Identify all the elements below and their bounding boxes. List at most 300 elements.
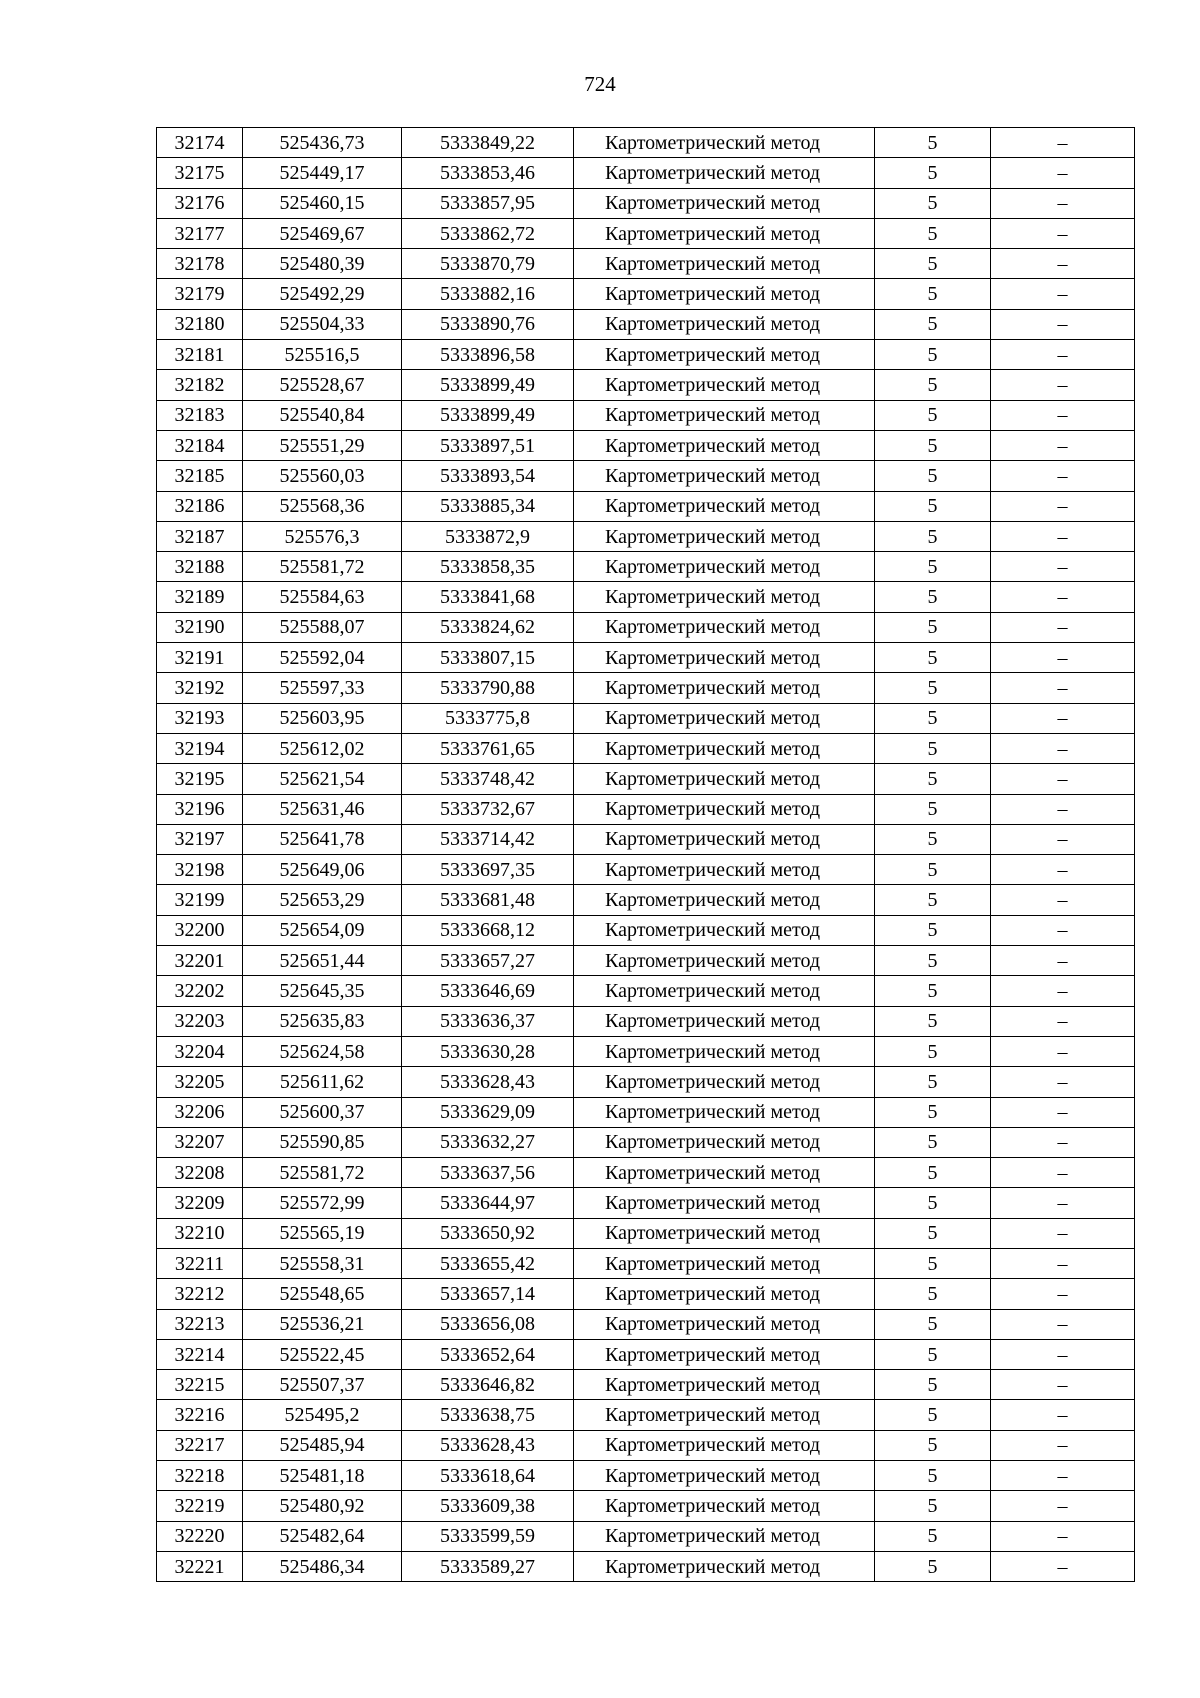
- table-row: [157, 855, 1135, 885]
- x-coordinate-cell: 525522,45: [243, 1339, 402, 1369]
- point-number-cell: 32218: [157, 1461, 243, 1491]
- method-cell: Картометрический метод: [574, 521, 875, 551]
- table-row: [157, 1370, 1135, 1400]
- dash-cell: –: [991, 158, 1135, 188]
- x-coordinate-cell: 525460,15: [243, 188, 402, 218]
- precision-cell: 5: [875, 1127, 991, 1157]
- table-row: [157, 279, 1135, 309]
- x-coordinate-cell: 525548,65: [243, 1279, 402, 1309]
- point-number-cell: 32184: [157, 430, 243, 460]
- table-row: [157, 461, 1135, 491]
- precision-cell: 5: [875, 1218, 991, 1248]
- point-number-cell: 32179: [157, 279, 243, 309]
- precision-cell: 5: [875, 643, 991, 673]
- precision-cell: 5: [875, 612, 991, 642]
- method-cell: Картометрический метод: [574, 1491, 875, 1521]
- table-row: [157, 249, 1135, 279]
- x-coordinate-cell: 525581,72: [243, 1158, 402, 1188]
- y-coordinate-cell: 5333644,97: [402, 1188, 574, 1218]
- method-cell: Картометрический метод: [574, 1036, 875, 1066]
- y-coordinate-cell: 5333890,76: [402, 309, 574, 339]
- point-number-cell: 32211: [157, 1248, 243, 1278]
- point-number-cell: 32220: [157, 1521, 243, 1551]
- dash-cell: –: [991, 733, 1135, 763]
- x-coordinate-cell: 525504,33: [243, 309, 402, 339]
- x-coordinate-cell: 525486,34: [243, 1551, 402, 1581]
- x-coordinate-cell: 525551,29: [243, 430, 402, 460]
- y-coordinate-cell: 5333885,34: [402, 491, 574, 521]
- dash-cell: –: [991, 128, 1135, 158]
- dash-cell: –: [991, 794, 1135, 824]
- x-coordinate-cell: 525631,46: [243, 794, 402, 824]
- y-coordinate-cell: 5333897,51: [402, 430, 574, 460]
- x-coordinate-cell: 525507,37: [243, 1370, 402, 1400]
- method-cell: Картометрический метод: [574, 1400, 875, 1430]
- coordinates-table: [156, 127, 1135, 1582]
- point-number-cell: 32202: [157, 976, 243, 1006]
- dash-cell: –: [991, 1430, 1135, 1460]
- table-row: [157, 188, 1135, 218]
- method-cell: Картометрический метод: [574, 733, 875, 763]
- precision-cell: 5: [875, 309, 991, 339]
- dash-cell: –: [991, 1279, 1135, 1309]
- point-number-cell: 32176: [157, 188, 243, 218]
- precision-cell: 5: [875, 703, 991, 733]
- method-cell: Картометрический метод: [574, 1521, 875, 1551]
- table-row: [157, 1097, 1135, 1127]
- x-coordinate-cell: 525469,67: [243, 218, 402, 248]
- x-coordinate-cell: 525645,35: [243, 976, 402, 1006]
- method-cell: Картометрический метод: [574, 1461, 875, 1491]
- point-number-cell: 32206: [157, 1097, 243, 1127]
- precision-cell: 5: [875, 1097, 991, 1127]
- dash-cell: –: [991, 1339, 1135, 1369]
- table-row: [157, 885, 1135, 915]
- table-row: [157, 673, 1135, 703]
- method-cell: Картометрический метод: [574, 915, 875, 945]
- point-number-cell: 32210: [157, 1218, 243, 1248]
- x-coordinate-cell: 525516,5: [243, 340, 402, 370]
- dash-cell: –: [991, 824, 1135, 854]
- y-coordinate-cell: 5333853,46: [402, 158, 574, 188]
- precision-cell: 5: [875, 461, 991, 491]
- point-number-cell: 32181: [157, 340, 243, 370]
- precision-cell: 5: [875, 824, 991, 854]
- precision-cell: 5: [875, 733, 991, 763]
- precision-cell: 5: [875, 249, 991, 279]
- table-row: [157, 976, 1135, 1006]
- x-coordinate-cell: 525492,29: [243, 279, 402, 309]
- table-row: [157, 491, 1135, 521]
- x-coordinate-cell: 525611,62: [243, 1067, 402, 1097]
- precision-cell: 5: [875, 1491, 991, 1521]
- precision-cell: 5: [875, 794, 991, 824]
- point-number-cell: 32188: [157, 552, 243, 582]
- dash-cell: –: [991, 1158, 1135, 1188]
- y-coordinate-cell: 5333849,22: [402, 128, 574, 158]
- table-row: [157, 1036, 1135, 1066]
- dash-cell: –: [991, 643, 1135, 673]
- x-coordinate-cell: 525592,04: [243, 643, 402, 673]
- y-coordinate-cell: 5333628,43: [402, 1067, 574, 1097]
- y-coordinate-cell: 5333893,54: [402, 461, 574, 491]
- point-number-cell: 32221: [157, 1551, 243, 1581]
- y-coordinate-cell: 5333656,08: [402, 1309, 574, 1339]
- point-number-cell: 32217: [157, 1430, 243, 1460]
- method-cell: Картометрический метод: [574, 370, 875, 400]
- dash-cell: –: [991, 1218, 1135, 1248]
- x-coordinate-cell: 525565,19: [243, 1218, 402, 1248]
- dash-cell: –: [991, 946, 1135, 976]
- method-cell: Картометрический метод: [574, 340, 875, 370]
- table-row: [157, 824, 1135, 854]
- dash-cell: –: [991, 188, 1135, 218]
- x-coordinate-cell: 525624,58: [243, 1036, 402, 1066]
- point-number-cell: 32219: [157, 1491, 243, 1521]
- method-cell: Картометрический метод: [574, 1551, 875, 1581]
- y-coordinate-cell: 5333899,49: [402, 370, 574, 400]
- point-number-cell: 32183: [157, 400, 243, 430]
- dash-cell: –: [991, 521, 1135, 551]
- dash-cell: –: [991, 1551, 1135, 1581]
- x-coordinate-cell: 525654,09: [243, 915, 402, 945]
- y-coordinate-cell: 5333630,28: [402, 1036, 574, 1066]
- dash-cell: –: [991, 703, 1135, 733]
- table-row: [157, 1491, 1135, 1521]
- method-cell: Картометрический метод: [574, 1218, 875, 1248]
- precision-cell: 5: [875, 885, 991, 915]
- x-coordinate-cell: 525603,95: [243, 703, 402, 733]
- x-coordinate-cell: 525641,78: [243, 824, 402, 854]
- dash-cell: –: [991, 1309, 1135, 1339]
- precision-cell: 5: [875, 915, 991, 945]
- precision-cell: 5: [875, 1400, 991, 1430]
- table-row: [157, 309, 1135, 339]
- table-row: [157, 1158, 1135, 1188]
- x-coordinate-cell: 525612,02: [243, 733, 402, 763]
- y-coordinate-cell: 5333655,42: [402, 1248, 574, 1278]
- precision-cell: 5: [875, 673, 991, 703]
- dash-cell: –: [991, 340, 1135, 370]
- method-cell: Картометрический метод: [574, 1067, 875, 1097]
- precision-cell: 5: [875, 279, 991, 309]
- point-number-cell: 32208: [157, 1158, 243, 1188]
- page-number: 724: [584, 72, 616, 96]
- x-coordinate-cell: 525588,07: [243, 612, 402, 642]
- method-cell: Картометрический метод: [574, 430, 875, 460]
- table-row: [157, 733, 1135, 763]
- method-cell: Картометрический метод: [574, 1339, 875, 1369]
- table-row: [157, 612, 1135, 642]
- y-coordinate-cell: 5333599,59: [402, 1521, 574, 1551]
- precision-cell: 5: [875, 1370, 991, 1400]
- point-number-cell: 32203: [157, 1006, 243, 1036]
- dash-cell: –: [991, 218, 1135, 248]
- precision-cell: 5: [875, 218, 991, 248]
- precision-cell: 5: [875, 1461, 991, 1491]
- dash-cell: –: [991, 400, 1135, 430]
- y-coordinate-cell: 5333697,35: [402, 855, 574, 885]
- precision-cell: 5: [875, 340, 991, 370]
- y-coordinate-cell: 5333657,27: [402, 946, 574, 976]
- y-coordinate-cell: 5333632,27: [402, 1127, 574, 1157]
- method-cell: Картометрический метод: [574, 1309, 875, 1339]
- x-coordinate-cell: 525560,03: [243, 461, 402, 491]
- method-cell: Картометрический метод: [574, 249, 875, 279]
- y-coordinate-cell: 5333628,43: [402, 1430, 574, 1460]
- method-cell: Картометрический метод: [574, 309, 875, 339]
- table-row: [157, 430, 1135, 460]
- table-row: [157, 370, 1135, 400]
- method-cell: Картометрический метод: [574, 1158, 875, 1188]
- x-coordinate-cell: 525449,17: [243, 158, 402, 188]
- y-coordinate-cell: 5333775,8: [402, 703, 574, 733]
- y-coordinate-cell: 5333652,64: [402, 1339, 574, 1369]
- table-row: [157, 1006, 1135, 1036]
- dash-cell: –: [991, 1188, 1135, 1218]
- precision-cell: 5: [875, 158, 991, 188]
- precision-cell: 5: [875, 1067, 991, 1097]
- y-coordinate-cell: 5333650,92: [402, 1218, 574, 1248]
- y-coordinate-cell: 5333638,75: [402, 1400, 574, 1430]
- y-coordinate-cell: 5333732,67: [402, 794, 574, 824]
- x-coordinate-cell: 525621,54: [243, 764, 402, 794]
- method-cell: Картометрический метод: [574, 612, 875, 642]
- dash-cell: –: [991, 885, 1135, 915]
- x-coordinate-cell: 525540,84: [243, 400, 402, 430]
- method-cell: Картометрический метод: [574, 764, 875, 794]
- x-coordinate-cell: 525480,39: [243, 249, 402, 279]
- precision-cell: 5: [875, 1036, 991, 1066]
- x-coordinate-cell: 525649,06: [243, 855, 402, 885]
- method-cell: Картометрический метод: [574, 158, 875, 188]
- y-coordinate-cell: 5333857,95: [402, 188, 574, 218]
- table-row: [157, 1400, 1135, 1430]
- y-coordinate-cell: 5333618,64: [402, 1461, 574, 1491]
- point-number-cell: 32197: [157, 824, 243, 854]
- point-number-cell: 32190: [157, 612, 243, 642]
- precision-cell: 5: [875, 128, 991, 158]
- y-coordinate-cell: 5333862,72: [402, 218, 574, 248]
- precision-cell: 5: [875, 1430, 991, 1460]
- method-cell: Картометрический метод: [574, 582, 875, 612]
- table-row: [157, 1339, 1135, 1369]
- method-cell: Картометрический метод: [574, 1188, 875, 1218]
- dash-cell: –: [991, 1521, 1135, 1551]
- table-row: [157, 400, 1135, 430]
- y-coordinate-cell: 5333637,56: [402, 1158, 574, 1188]
- dash-cell: –: [991, 1067, 1135, 1097]
- point-number-cell: 32212: [157, 1279, 243, 1309]
- y-coordinate-cell: 5333870,79: [402, 249, 574, 279]
- method-cell: Картометрический метод: [574, 1279, 875, 1309]
- x-coordinate-cell: 525597,33: [243, 673, 402, 703]
- dash-cell: –: [991, 461, 1135, 491]
- method-cell: Картометрический метод: [574, 218, 875, 248]
- method-cell: Картометрический метод: [574, 1006, 875, 1036]
- y-coordinate-cell: 5333807,15: [402, 643, 574, 673]
- dash-cell: –: [991, 430, 1135, 460]
- dash-cell: –: [991, 1036, 1135, 1066]
- dash-cell: –: [991, 370, 1135, 400]
- point-number-cell: 32175: [157, 158, 243, 188]
- x-coordinate-cell: 525635,83: [243, 1006, 402, 1036]
- point-number-cell: 32180: [157, 309, 243, 339]
- precision-cell: 5: [875, 430, 991, 460]
- point-number-cell: 32193: [157, 703, 243, 733]
- precision-cell: 5: [875, 1521, 991, 1551]
- x-coordinate-cell: 525572,99: [243, 1188, 402, 1218]
- dash-cell: –: [991, 612, 1135, 642]
- x-coordinate-cell: 525581,72: [243, 552, 402, 582]
- x-coordinate-cell: 525436,73: [243, 128, 402, 158]
- x-coordinate-cell: 525653,29: [243, 885, 402, 915]
- precision-cell: 5: [875, 1551, 991, 1581]
- y-coordinate-cell: 5333882,16: [402, 279, 574, 309]
- table-row: [157, 218, 1135, 248]
- method-cell: Картометрический метод: [574, 946, 875, 976]
- method-cell: Картометрический метод: [574, 643, 875, 673]
- y-coordinate-cell: 5333899,49: [402, 400, 574, 430]
- table-row: [157, 582, 1135, 612]
- method-cell: Картометрический метод: [574, 1248, 875, 1278]
- table-row: [157, 946, 1135, 976]
- method-cell: Картометрический метод: [574, 491, 875, 521]
- table-row: [157, 1248, 1135, 1278]
- dash-cell: –: [991, 279, 1135, 309]
- precision-cell: 5: [875, 370, 991, 400]
- point-number-cell: 32187: [157, 521, 243, 551]
- point-number-cell: 32205: [157, 1067, 243, 1097]
- point-number-cell: 32198: [157, 855, 243, 885]
- method-cell: Картометрический метод: [574, 128, 875, 158]
- precision-cell: 5: [875, 491, 991, 521]
- coordinates-table-body: [157, 128, 1135, 1582]
- precision-cell: 5: [875, 855, 991, 885]
- dash-cell: –: [991, 582, 1135, 612]
- method-cell: Картометрический метод: [574, 794, 875, 824]
- y-coordinate-cell: 5333896,58: [402, 340, 574, 370]
- y-coordinate-cell: 5333646,69: [402, 976, 574, 1006]
- y-coordinate-cell: 5333629,09: [402, 1097, 574, 1127]
- dash-cell: –: [991, 764, 1135, 794]
- precision-cell: 5: [875, 521, 991, 551]
- table-row: [157, 1461, 1135, 1491]
- y-coordinate-cell: 5333858,35: [402, 552, 574, 582]
- x-coordinate-cell: 525528,67: [243, 370, 402, 400]
- y-coordinate-cell: 5333790,88: [402, 673, 574, 703]
- method-cell: Картометрический метод: [574, 461, 875, 491]
- point-number-cell: 32200: [157, 915, 243, 945]
- dash-cell: –: [991, 1097, 1135, 1127]
- y-coordinate-cell: 5333681,48: [402, 885, 574, 915]
- precision-cell: 5: [875, 1188, 991, 1218]
- method-cell: Картометрический метод: [574, 703, 875, 733]
- table-row: [157, 1521, 1135, 1551]
- x-coordinate-cell: 525558,31: [243, 1248, 402, 1278]
- table-row: [157, 1551, 1135, 1581]
- precision-cell: 5: [875, 976, 991, 1006]
- y-coordinate-cell: 5333872,9: [402, 521, 574, 551]
- table-row: [157, 764, 1135, 794]
- table-row: [157, 128, 1135, 158]
- dash-cell: –: [991, 249, 1135, 279]
- point-number-cell: 32182: [157, 370, 243, 400]
- point-number-cell: 32207: [157, 1127, 243, 1157]
- precision-cell: 5: [875, 1309, 991, 1339]
- method-cell: Картометрический метод: [574, 1430, 875, 1460]
- point-number-cell: 32194: [157, 733, 243, 763]
- precision-cell: 5: [875, 1006, 991, 1036]
- table-row: [157, 340, 1135, 370]
- x-coordinate-cell: 525482,64: [243, 1521, 402, 1551]
- precision-cell: 5: [875, 188, 991, 218]
- method-cell: Картометрический метод: [574, 279, 875, 309]
- y-coordinate-cell: 5333657,14: [402, 1279, 574, 1309]
- method-cell: Картометрический метод: [574, 400, 875, 430]
- point-number-cell: 32209: [157, 1188, 243, 1218]
- point-number-cell: 32186: [157, 491, 243, 521]
- method-cell: Картометрический метод: [574, 1097, 875, 1127]
- y-coordinate-cell: 5333636,37: [402, 1006, 574, 1036]
- point-number-cell: 32191: [157, 643, 243, 673]
- dash-cell: –: [991, 673, 1135, 703]
- point-number-cell: 32178: [157, 249, 243, 279]
- table-row: [157, 915, 1135, 945]
- method-cell: Картометрический метод: [574, 855, 875, 885]
- table-row: [157, 703, 1135, 733]
- method-cell: Картометрический метод: [574, 976, 875, 1006]
- dash-cell: –: [991, 1491, 1135, 1521]
- table-row: [157, 521, 1135, 551]
- point-number-cell: 32214: [157, 1339, 243, 1369]
- y-coordinate-cell: 5333646,82: [402, 1370, 574, 1400]
- dash-cell: –: [991, 491, 1135, 521]
- table-row: [157, 1188, 1135, 1218]
- table-row: [157, 643, 1135, 673]
- dash-cell: –: [991, 1461, 1135, 1491]
- x-coordinate-cell: 525600,37: [243, 1097, 402, 1127]
- precision-cell: 5: [875, 1279, 991, 1309]
- y-coordinate-cell: 5333589,27: [402, 1551, 574, 1581]
- point-number-cell: 32213: [157, 1309, 243, 1339]
- table-row: [157, 1430, 1135, 1460]
- x-coordinate-cell: 525536,21: [243, 1309, 402, 1339]
- method-cell: Картометрический метод: [574, 188, 875, 218]
- point-number-cell: 32216: [157, 1400, 243, 1430]
- precision-cell: 5: [875, 764, 991, 794]
- table-row: [157, 1309, 1135, 1339]
- y-coordinate-cell: 5333841,68: [402, 582, 574, 612]
- point-number-cell: 32195: [157, 764, 243, 794]
- dash-cell: –: [991, 1400, 1135, 1430]
- y-coordinate-cell: 5333748,42: [402, 764, 574, 794]
- x-coordinate-cell: 525584,63: [243, 582, 402, 612]
- dash-cell: –: [991, 552, 1135, 582]
- y-coordinate-cell: 5333824,62: [402, 612, 574, 642]
- precision-cell: 5: [875, 1248, 991, 1278]
- table-row: [157, 1127, 1135, 1157]
- x-coordinate-cell: 525480,92: [243, 1491, 402, 1521]
- table-row: [157, 1279, 1135, 1309]
- point-number-cell: 32185: [157, 461, 243, 491]
- point-number-cell: 32204: [157, 1036, 243, 1066]
- table-row: [157, 1218, 1135, 1248]
- dash-cell: –: [991, 915, 1135, 945]
- point-number-cell: 32189: [157, 582, 243, 612]
- precision-cell: 5: [875, 1158, 991, 1188]
- dash-cell: –: [991, 309, 1135, 339]
